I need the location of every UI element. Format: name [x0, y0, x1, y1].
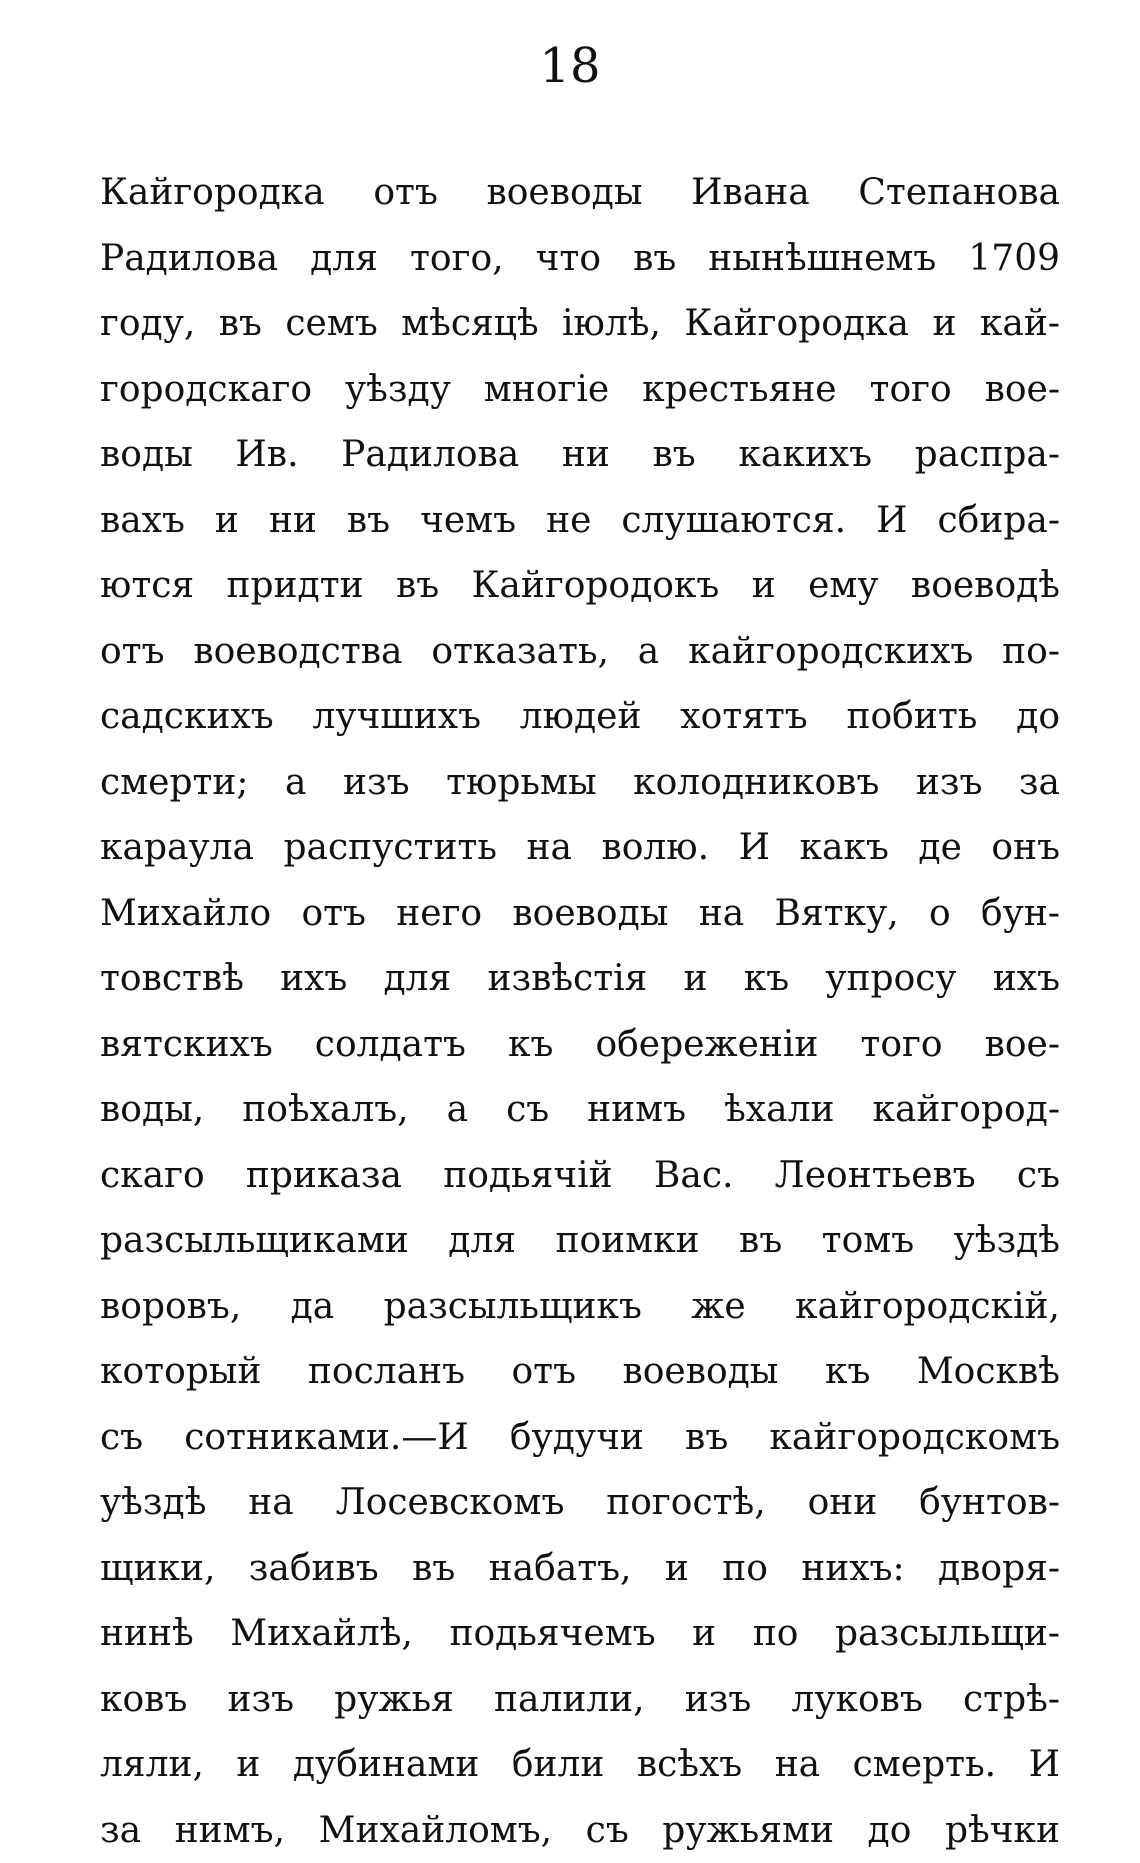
- text-line: скаго приказа подьячій Вас. Леонтьевъ съ: [100, 1143, 1060, 1209]
- text-line: Радилова для того, что въ нынѣшнемъ 1709: [100, 226, 1060, 292]
- text-line: городскаго уѣзду многіе крестьяне того вое-: [100, 357, 1060, 423]
- text-line: ются придти въ Кайгородокъ и ему воеводѣ: [100, 553, 1060, 619]
- text-line: Кайгородка отъ воеводы Ивана Степанова: [100, 160, 1060, 226]
- text-line: разсыльщиками для поимки въ томъ уѣздѣ: [100, 1208, 1060, 1274]
- text-line: щики, забивъ въ набатъ, и по нихъ: дворя-: [100, 1536, 1060, 1602]
- page-number: 18: [0, 36, 1140, 96]
- text-line: году, въ семъ мѣсяцѣ іюлѣ, Кайгородка и кай-: [100, 291, 1060, 357]
- body-text: [100, 160, 1060, 1863]
- text-line: воды, поѣхалъ, а съ нимъ ѣхали кайгород-: [100, 1077, 1060, 1143]
- text-line: отъ воеводства отказать, а кайгородскихъ по-: [100, 619, 1060, 685]
- text-line: съ сотниками.—И будучи въ кайгородскомъ: [100, 1405, 1060, 1471]
- text-line: который посланъ отъ воеводы къ Москвѣ: [100, 1339, 1060, 1405]
- text-line: вятскихъ солдатъ къ обереженіи того вое-: [100, 1012, 1060, 1078]
- text-line: уѣздѣ на Лосевскомъ погостѣ, они бунтов-: [100, 1470, 1060, 1536]
- text-line: за нимъ, Михайломъ, съ ружьями до рѣчки: [100, 1798, 1060, 1863]
- text-line: воды Ив. Радилова ни въ какихъ распра-: [100, 422, 1060, 488]
- text-line: нинѣ Михайлѣ, подьячемъ и по разсыльщи-: [100, 1601, 1060, 1667]
- text-line: ляли, и дубинами били всѣхъ на смерть. И: [100, 1732, 1060, 1798]
- text-line: Михайло отъ него воеводы на Вятку, о бун-: [100, 881, 1060, 947]
- text-line: садскихъ лучшихъ людей хотятъ побить до: [100, 684, 1060, 750]
- text-line: товствѣ ихъ для извѣстія и къ упросу ихъ: [100, 946, 1060, 1012]
- text-line: смерти; а изъ тюрьмы колодниковъ изъ за: [100, 750, 1060, 816]
- text-line: воровъ, да разсыльщикъ же кайгородскій,: [100, 1274, 1060, 1340]
- text-line: вахъ и ни въ чемъ не слушаются. И сбира-: [100, 488, 1060, 554]
- text-line: ковъ изъ ружья палили, изъ луковъ стрѣ-: [100, 1667, 1060, 1733]
- text-line: караула распустить на волю. И какъ де онъ: [100, 815, 1060, 881]
